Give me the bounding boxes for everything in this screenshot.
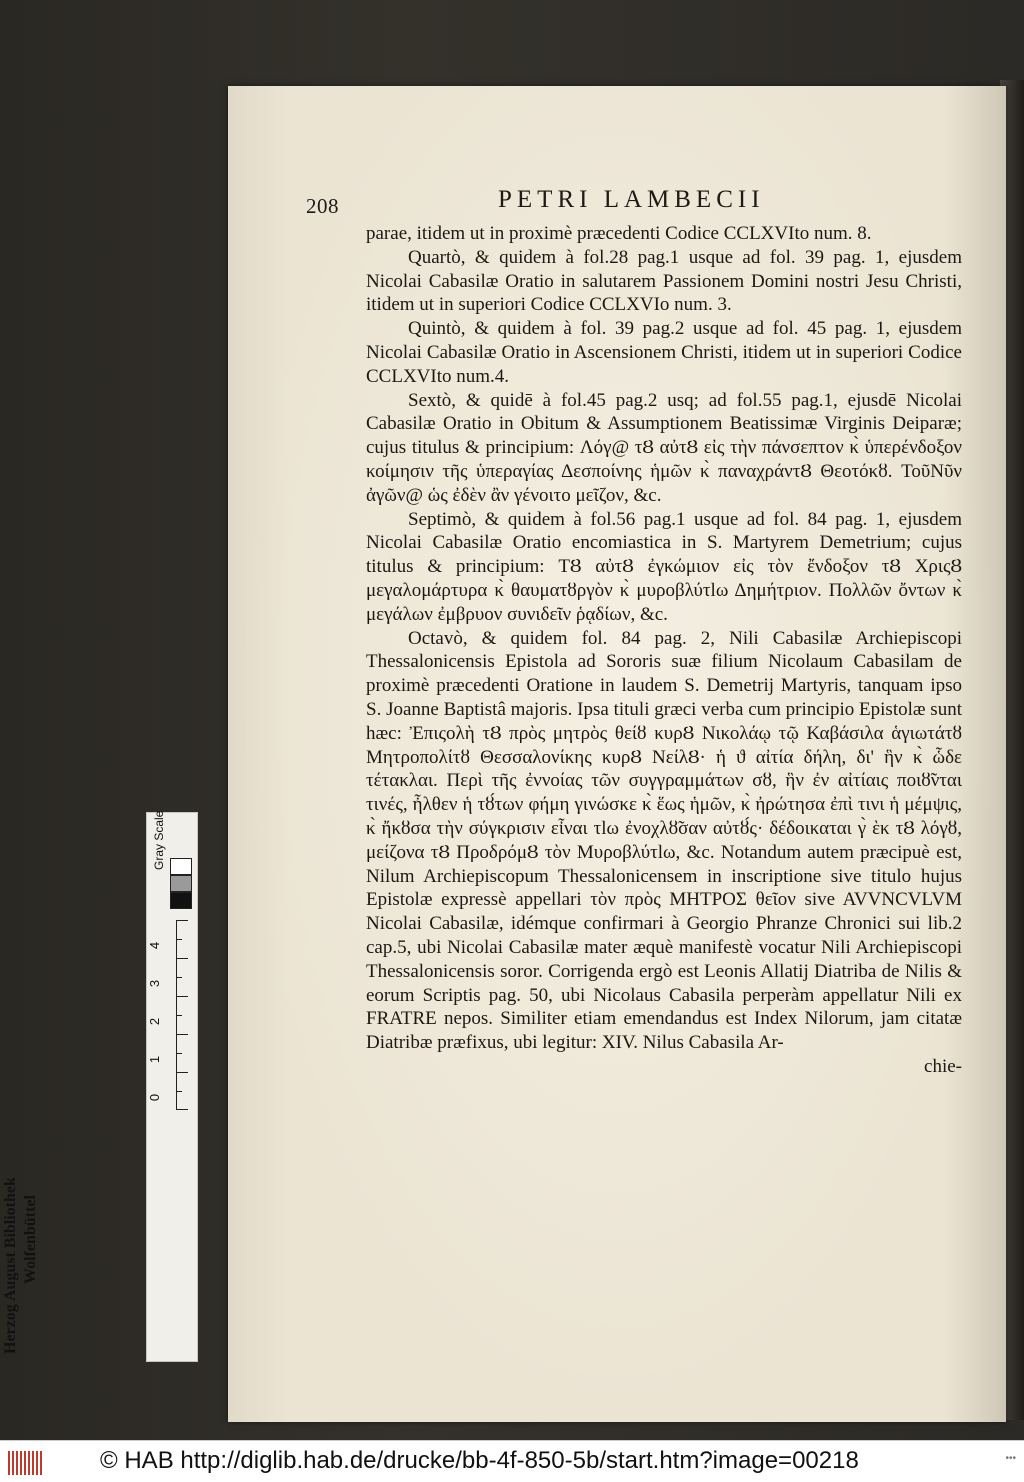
ruler-number: 1 <box>147 1055 163 1064</box>
paragraph-quinto: Quintò, & quidem à fol. 39 pag.2 usque ad fol. 45 pag. 1, ejusdem Nicolai Cabasilæ Oratio in Ascensionem Christi, itidem ut in superiori Codice CCLXVIto num.4. <box>366 318 962 387</box>
ruler-tick <box>176 920 188 921</box>
ruler-tick <box>176 996 188 997</box>
paragraph-octavo: Octavò, & quidem fol. 84 pag. 2, Nili Cabasilæ Archiepiscopi Thessalonicensis Epistola ad Sororis suæ filium Nicolaum Cabasilam de proximè præcedenti Oratione in laudem S. Demetrij Martyris, tanquam ipso S. Joanne Baptistâ majoris. Ipsa tituli græci verba cum principio Epistolæ sunt hæc: Ἐπιςολὴ τȢ πρὸς μητρὸς θείȣ κυρȢ Νικολάῳ τῷ Καβάσιλα ἁγιωτάτȣ Μητροπολίτȣ Θεσσαλονίκης κυρȢ ΝείλȢ· ἡ ϑ αἰτία δήλη, δι' ἣν κ̀ ὧδε τέτακλαι. Περὶ τῆς ἐννοίας τῶν συγγραμμάτων σȣ, ἣν ἐν αἰτίαις ποιȣ̃νται τινές, ἦλθεν ἡ τȣ́των φήμη γινώσκε κ̀ ἕως ἡμῶν, κ̀ ἠρώτησα ἐπὶ τινι ἡ μέμψις, κ̀ ἤκȣσα τὴν σύγκρισιν εἶναι τlω ἐνοχλȣ̃σαν αὐτȣ́ς· δέδοικαται γ̀ ὲκ τȢ λόγȣ, μείζονα τȢ ΠροδρόμȢ τὸν Μυροβλύτlω, &c. Notandum autem præcipuè est, Nilum Archiepiscopum Thessalonicensem in inscriptione sive titulo hujus Epistolæ expressè appellari τὸν πρὸς ΜΗΤΡΟΣ θεῖον sive AVVNCVLVM Nicolai Cabasilæ, idémque confirmari à Georgio Phranze Chronici sui lib.2 cap.5, ubi Nicolai Cabasilæ mater æquè manifestè vocatur Nili Archiepiscopi Thessalonicensis soror. Corrigenda ergò est Leonis Allatij Diatriba de Nilis & eorum Scriptis pag. 50, ubi Nicolaus Cabasila perperàm appellatur Nili ex FRATRE nepos. Similiter etiam emendandus est Index Nilorum, jam citatæ Diatribæ præfixus, ubi legitur: XIV. Nilus Cabasila Ar- <box>366 627 962 1054</box>
copyright-url[interactable]: © HAB http://diglib.hab.de/drucke/bb-4f-850-5b/start.htm?image=00218 <box>100 1447 859 1474</box>
gray-swatch-white <box>170 858 192 875</box>
ruler-tick <box>176 1072 188 1073</box>
gray-swatch-mid <box>170 875 192 892</box>
gray-swatch-black <box>170 892 192 909</box>
ruler-tick <box>176 1091 182 1092</box>
body-text <box>366 222 962 1079</box>
ruler-tick <box>176 958 188 959</box>
running-head <box>306 186 946 226</box>
ruler-tick <box>176 1034 188 1035</box>
ruler-tick <box>176 939 182 940</box>
ruler-number: 3 <box>147 979 163 988</box>
cm-ruler <box>147 920 198 1110</box>
paragraph-sexto: Sextò, & quidē à fol.45 pag.2 usq; ad fol.55 pag.1, ejusdē Nicolai Cabasilæ Oratio in Obitum & Assumptionem Beatissimæ Virginis Deiparæ; cujus titulus & principium: Λόγ@ τȢ αὐτȢ εἰς τὴν πάνσεπτον κ̀ ὑπερένδοξον κοίμησιν τῆς ὑπεραγίας Δεσποίνης ἡμῶν κ̀ παναχράντȢ Θεοτόκȣ. ΤοῦΝῦν ἀγῶν@ ὡς ἐδὲν ἂν γένοιτο μεῖζον, &c. <box>366 389 962 506</box>
ruler-number: 4 <box>147 941 163 950</box>
catchword: chie- <box>924 1055 962 1077</box>
paragraph-septimo: Septimò, & quidem à fol.56 pag.1 usque ad fol. 84 pag. 1, ejusdem Nicolai Cabasilæ Oratio encomiastica in S. Martyrem Demetrium; cujus titulus & principium: ΤȢ αὐτȢ ἐγκώμιον εἰς τὸν ἔνδοξον τȢ ΧριςȢ μεγαλομάρτυρα κ̀ θαυματȣργὸν κ̀ μυροβλύτlω Δημήτριον. Πολλῶν ὄντων κ̀ μεγάλων ἐμβρυον συνιδεῖν ῥᾳδίων, &c. <box>366 508 962 625</box>
running-title: PETRI LAMBECII <box>498 186 765 213</box>
ruler-tick <box>176 977 182 978</box>
more-icon[interactable]: ••• <box>1005 1453 1016 1464</box>
page-number: 208 <box>306 194 339 218</box>
library-location: Wolfenbüttel <box>22 1195 39 1284</box>
library-name: Herzog August Bibliothek <box>2 1177 19 1354</box>
footer-bar <box>0 1440 1024 1482</box>
gray-scale-label: Gray Scale <box>152 810 166 870</box>
paragraph-continuation: parae, itidem ut in proximè præcedenti Codice CCLXVIto num. 8. <box>366 223 872 244</box>
ruler-number: 0 <box>147 1093 163 1102</box>
ruler-tick <box>176 1109 188 1110</box>
ruler-tick <box>176 1053 182 1054</box>
hab-logo-icon <box>8 1451 42 1475</box>
paragraph-quarto: Quartò, & quidem à fol.28 pag.1 usque ad fol. 39 pag. 1, ejusdem Nicolai Cabasilæ Oratio in salutarem Passionem Domini nostri Jesu Christi, itidem ut in superiori Codice CCLXVIo num. 3. <box>366 246 962 316</box>
ruler-number: 2 <box>147 1017 163 1026</box>
ruler-tick <box>176 1015 182 1016</box>
